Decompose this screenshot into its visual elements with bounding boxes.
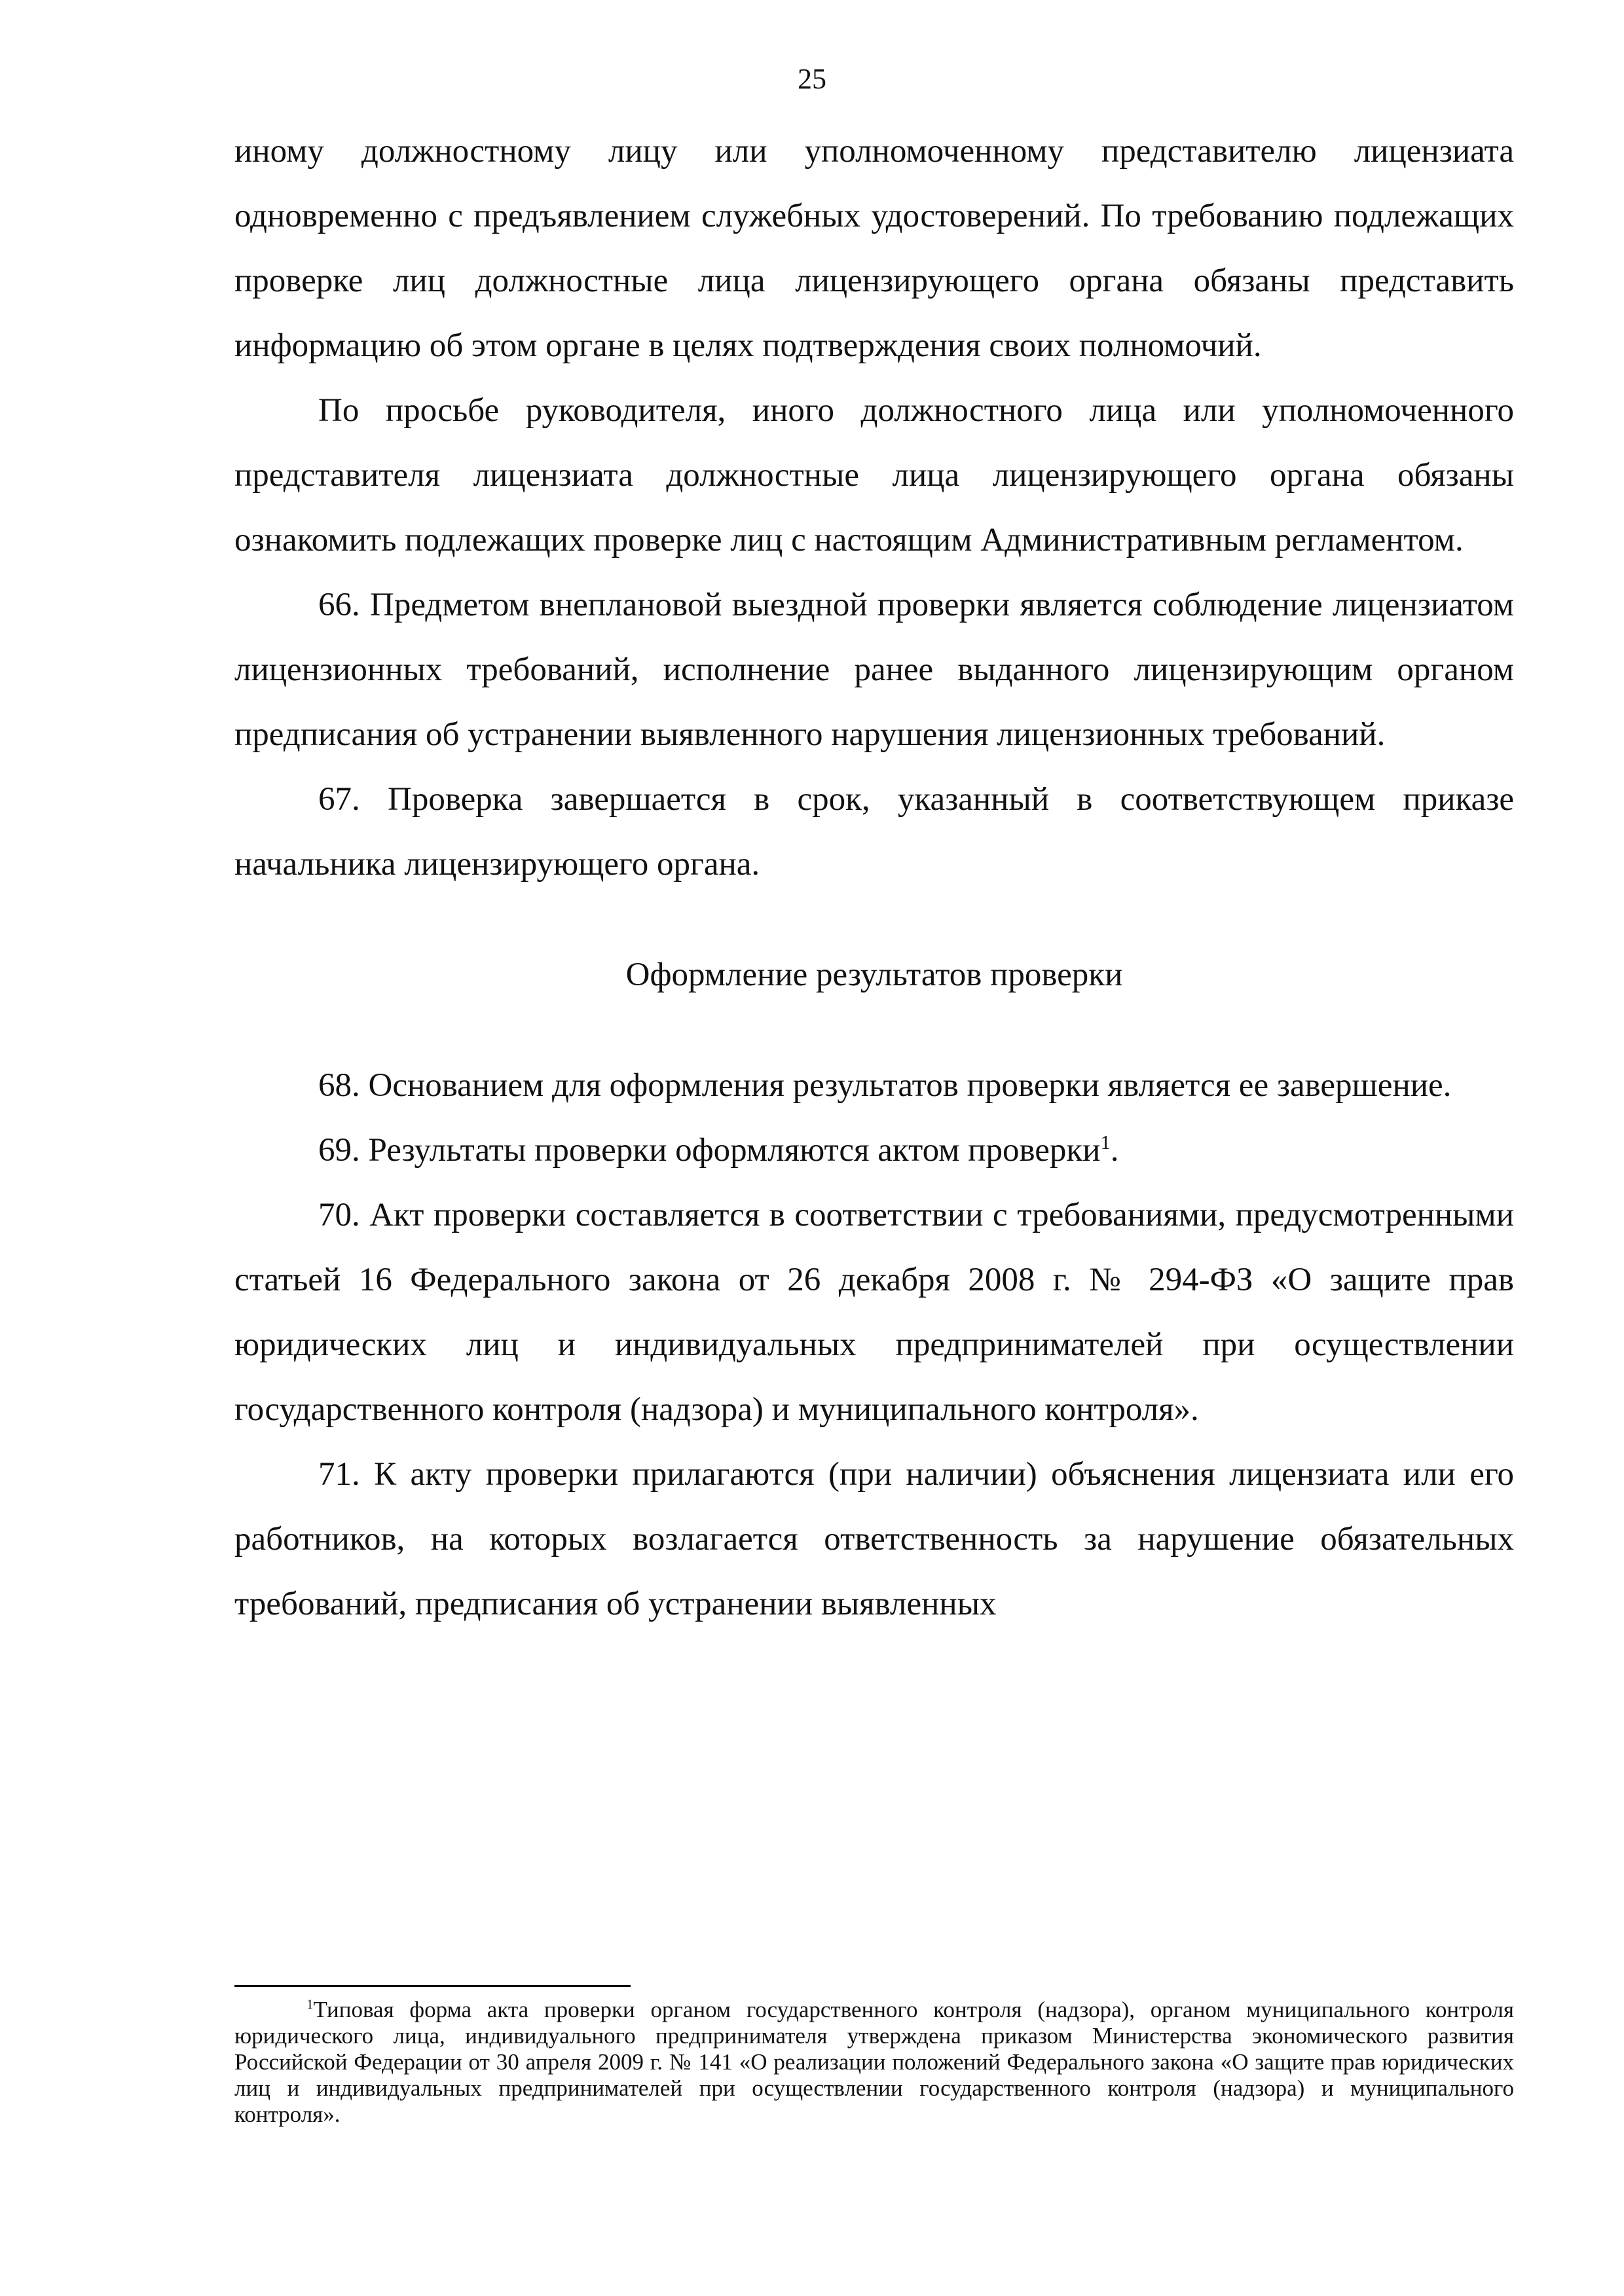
footnote-separator	[234, 1985, 631, 1987]
section-heading: Оформление результатов проверки	[625, 957, 1123, 993]
footnote-marker: 1	[306, 1996, 314, 2013]
paragraph-69	[234, 1118, 1514, 1183]
paragraph-continuation: иному должностному лицу или уполномоченному представителю лицензиата одновременно с предъявлением служебных удостоверений. По требованию подлежащих проверке лиц должностные лица лицензирующего органа обязаны представить информацию об этом органе в целях подтверждения своих полномочий.	[234, 133, 1514, 364]
footnote-text: Типовая форма акта проверки органом государственного контроля (надзора), органом муниципального контроля юридического лица, индивидуального предпринимателя утверждена приказом Министерства экономического развития Российской Федерации от 30 апреля 2009 г. № 141 «О реализации положений Федерального закона «О защите прав юридических лиц и индивидуальных предпринимателей при осуществлении государственного контроля (надзора) и муниципального контроля».	[234, 1997, 1514, 2127]
paragraph-68: 68. Основанием для оформления результатов проверки является ее завершение.	[318, 1067, 1452, 1104]
paragraph-66: 66. Предметом внеплановой выездной проверки является соблюдение лицензиатом лицензионных требований, исполнение ранее выданного лицензирующим органом предписания об устранении выявленного нарушения лицензионных требований.	[234, 587, 1514, 753]
paragraph-69-text: 69. Результаты проверки оформляются актом проверки	[318, 1132, 1101, 1169]
footnote	[234, 1997, 1514, 2128]
paragraph-67: 67. Проверка завершается в срок, указанный в соответствующем приказе начальника лицензирующего органа.	[234, 781, 1514, 883]
page-number: 25	[798, 63, 826, 95]
paragraph-71: 71. К акту проверки прилагаются (при наличии) объяснения лицензиата или его работников, на которых возлагается ответственность за нарушение обязательных требований, предписания об устранении выявленных	[234, 1456, 1514, 1622]
paragraph-request: По просьбе руководителя, иного должностного лица или уполномоченного представителя лицензиата должностные лица лицензирующего органа обязаны ознакомить подлежащих проверке лиц с настоящим Административным регламентом.	[234, 392, 1514, 558]
paragraph-69-end: .	[1110, 1132, 1119, 1169]
paragraph-70: 70. Акт проверки составляется в соответствии с требованиями, предусмотренными статьей 16 Федерального закона от 26 декабря 2008 г. № 294-ФЗ «О защите прав юридических лиц и индивидуальных предпринимателей при осуществлении государственного контроля (надзора) и муниципального контроля».	[234, 1197, 1514, 1428]
footnote-reference: 1	[1100, 1131, 1111, 1154]
document-body	[234, 119, 1514, 1637]
